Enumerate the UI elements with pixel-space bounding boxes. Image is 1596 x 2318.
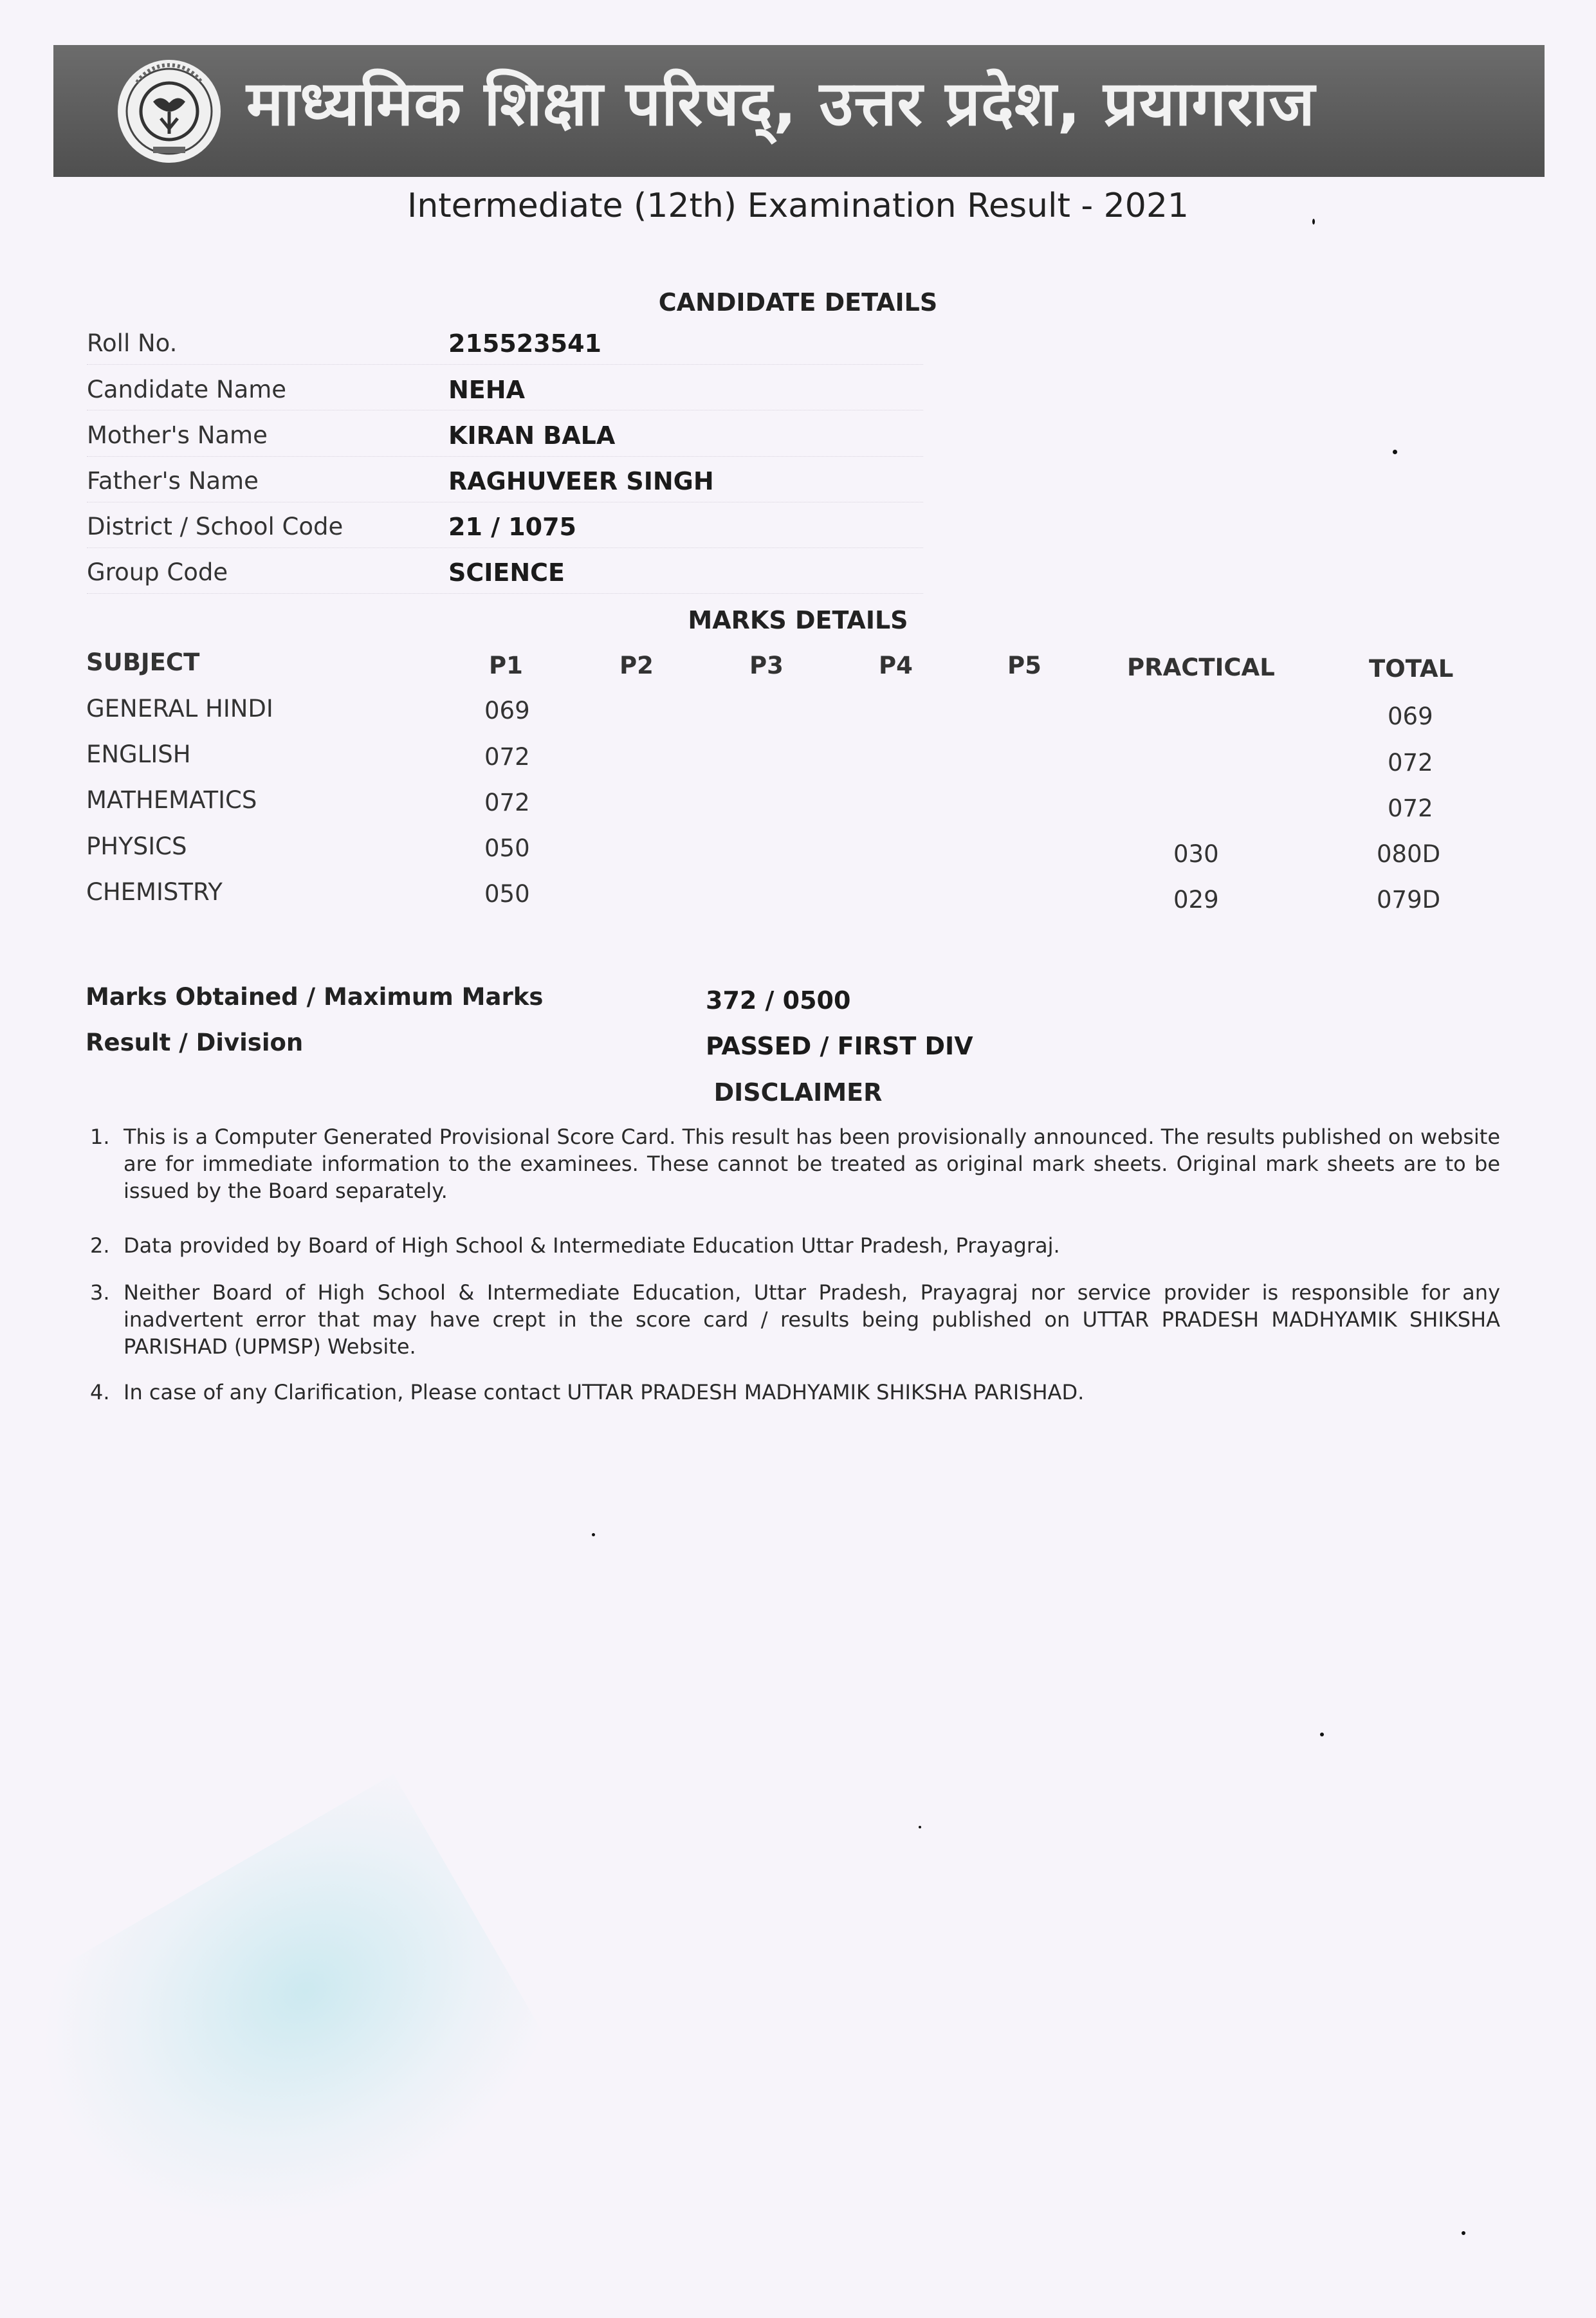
candidate-name-value: NEHA <box>448 376 525 404</box>
marks-obtained-label: Marks Obtained / Maximum Marks <box>86 983 544 1011</box>
mothers-name-value: KIRAN BALA <box>448 421 616 450</box>
marks-details-heading: MARKS DETAILS <box>688 606 908 634</box>
col-p1: P1 <box>489 652 523 679</box>
disclaimer-heading: DISCLAIMER <box>713 1078 883 1107</box>
result-division-value: PASSED / FIRST DIV <box>706 1032 973 1060</box>
col-subject: SUBJECT <box>86 648 200 676</box>
p1-cell: 050 <box>484 880 530 908</box>
result-division-label: Result / Division <box>86 1029 304 1056</box>
p1-cell: 050 <box>484 834 530 862</box>
candidate-details-heading: CANDIDATE DETAILS <box>658 288 938 317</box>
subject-cell: GENERAL HINDI <box>86 695 273 722</box>
col-p5: P5 <box>1007 652 1041 679</box>
board-title: माध्यमिक शिक्षा परिषद्, उत्तर प्रदेश, प्रयागराज <box>246 68 1316 140</box>
paper-stain <box>0 1774 574 2318</box>
col-total: TOTAL <box>1369 655 1454 683</box>
row-divider <box>87 364 923 365</box>
disclaimer-text: Neither Board of High School & Intermediate Education, Uttar Pradesh, Prayagraj nor service provider is responsible for any inadvertent error that may have crept in the score card / results being published on UTTAR PRADESH MADHYAMIK SHIKSHA PARISHAD (UPMSP) Website. <box>124 1280 1500 1359</box>
scan-speck <box>1462 2231 1465 2235</box>
p1-cell: 072 <box>484 743 530 771</box>
total-cell: 072 <box>1388 795 1433 822</box>
col-p2: P2 <box>619 652 654 679</box>
disclaimer-number: 4. <box>90 1380 110 1404</box>
header-band <box>53 45 1545 177</box>
disclaimer-text: Data provided by Board of High School & Intermediate Education Uttar Pradesh, Prayagraj. <box>124 1233 1060 1258</box>
group-code-label: Group Code <box>87 558 228 586</box>
p1-cell: 069 <box>484 697 530 724</box>
row-divider <box>87 547 923 548</box>
practical-cell: 029 <box>1173 886 1219 914</box>
subject-cell: ENGLISH <box>86 740 191 768</box>
fathers-name-value: RAGHUVEER SINGH <box>448 467 714 495</box>
roll-no-label: Roll No. <box>87 329 178 357</box>
practical-cell: 030 <box>1173 840 1219 868</box>
col-p4: P4 <box>879 652 913 679</box>
col-practical: PRACTICAL <box>1127 654 1275 681</box>
marks-obtained-value: 372 / 0500 <box>706 986 851 1015</box>
scan-speck <box>919 1826 921 1828</box>
disclaimer-text: This is a Computer Generated Provisional Score Card. This result has been provisionally announced. The results published on website are for immediate information to the examinees. These cannot be treated as original mark sheets. Original mark sheets are to be issued by the Board separately. <box>124 1125 1500 1203</box>
subject-cell: MATHEMATICS <box>86 786 257 814</box>
group-code-value: SCIENCE <box>448 558 565 587</box>
disclaimer-number: 1. <box>90 1125 110 1149</box>
col-p3: P3 <box>749 652 784 679</box>
row-divider <box>87 593 923 594</box>
total-cell: 072 <box>1388 749 1433 777</box>
exam-title: Intermediate (12th) Examination Result - 2021 <box>407 187 1189 225</box>
disclaimer-number: 2. <box>90 1233 110 1258</box>
fathers-name-label: Father's Name <box>87 467 259 495</box>
p1-cell: 072 <box>484 789 530 816</box>
subject-cell: PHYSICS <box>86 832 187 860</box>
up-govt-seal-icon <box>115 57 224 166</box>
candidate-name-label: Candidate Name <box>87 376 287 403</box>
total-cell: 069 <box>1388 703 1433 730</box>
district-school-code-label: District / School Code <box>87 513 344 540</box>
scan-speck <box>592 1533 595 1536</box>
scan-speck <box>1393 450 1397 454</box>
scan-speck <box>1312 219 1315 225</box>
disclaimer-text: In case of any Clarification, Please contact UTTAR PRADESH MADHYAMIK SHIKSHA PARISHAD. <box>124 1380 1085 1404</box>
total-cell: 079D <box>1377 886 1441 914</box>
district-school-code-value: 21 / 1075 <box>448 513 576 541</box>
scan-speck <box>1320 1733 1324 1736</box>
row-divider <box>87 456 923 457</box>
disclaimer-number: 3. <box>90 1280 110 1305</box>
subject-cell: CHEMISTRY <box>86 878 223 906</box>
mothers-name-label: Mother's Name <box>87 421 268 449</box>
roll-no-value: 215523541 <box>448 329 601 358</box>
total-cell: 080D <box>1377 840 1441 868</box>
